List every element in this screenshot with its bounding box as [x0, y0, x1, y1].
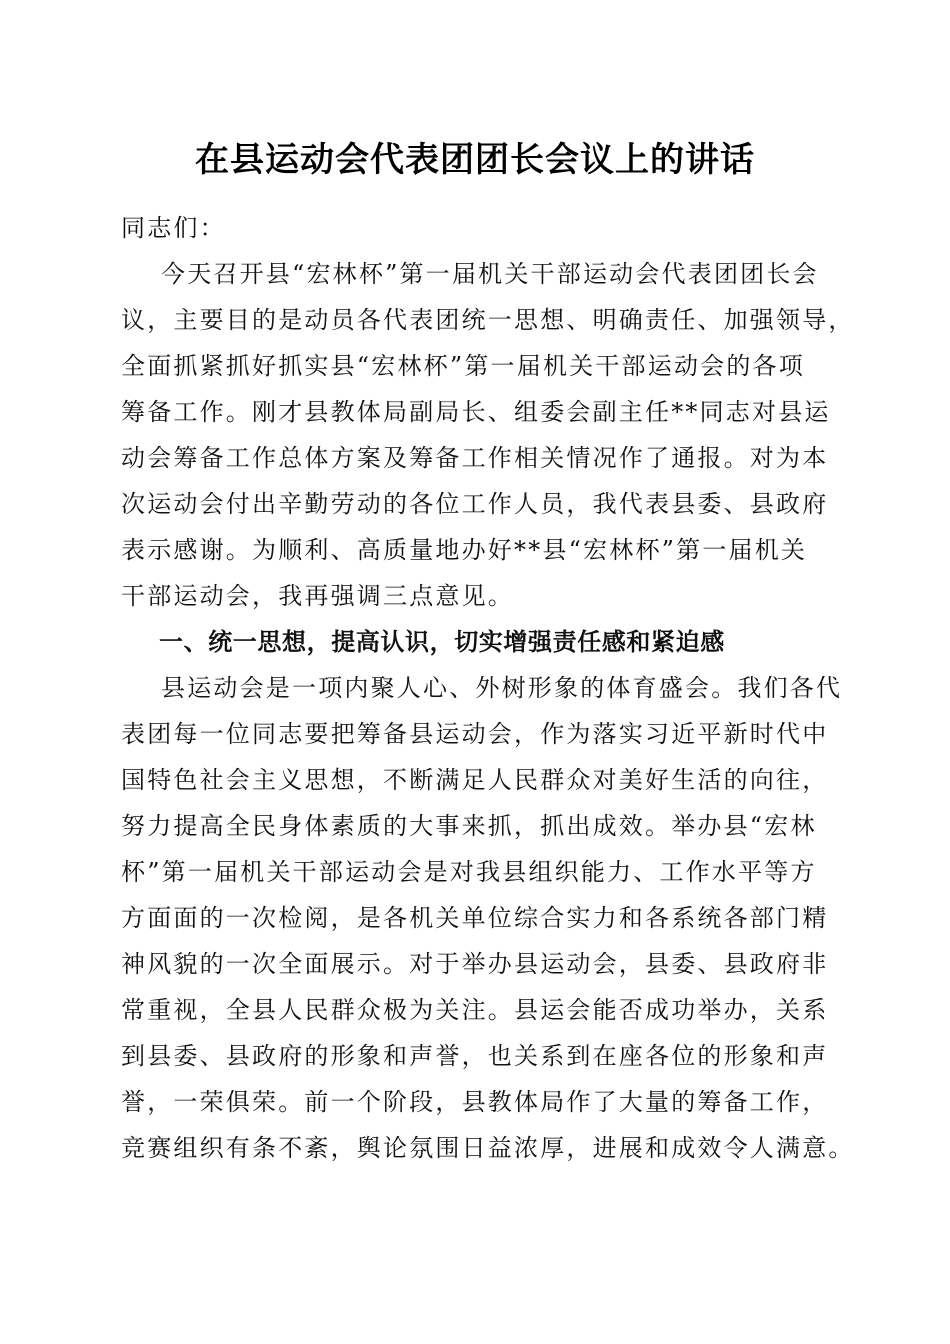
paragraph-line: 杯”第一届机关干部运动会是对我县组织能力、工作水平等方 — [121, 858, 817, 886]
paragraph-line: 次运动会付出辛勤劳动的各位工作人员，我代表县委、县政府 — [121, 490, 829, 518]
paragraph-line: 竞赛组织有条不紊，舆论氛围日益浓厚，进展和成效令人满意。 — [121, 1134, 855, 1162]
paragraph-line: 全面抓紧抓好抓实县“宏林杯”第一届机关干部运动会的各项 — [121, 352, 805, 380]
paragraph-line: 干部运动会，我再强调三点意见。 — [121, 582, 514, 610]
salutation-line: 同志们： — [121, 214, 226, 242]
paragraph-line: 县运动会是一项内聚人心、外树形象的体育盛会。我们各代 — [161, 674, 843, 702]
speech-body — [121, 205, 855, 1171]
paragraph-line: 今天召开县“宏林杯”第一届机关干部运动会代表团团长会 — [161, 260, 819, 288]
paragraph-line: 常重视，全县人民群众极为关注。县运会能否成功举办，关系 — [121, 996, 829, 1024]
paragraph-line: 表示感谢。为顺利、高质量地办好**县“宏林杯”第一届机关 — [121, 536, 808, 564]
paragraph-line: 议，主要目的是动员各代表团统一思想、明确责任、加强领导， — [121, 306, 855, 334]
section-heading: 一、统一思想，提高认识，切实增强责任感和紧迫感 — [159, 628, 725, 656]
paragraph-line: 努力提高全民身体素质的大事来抓，抓出成效。举办县“宏林 — [121, 812, 817, 840]
paragraph-line: 动会筹备工作总体方案及筹备工作相关情况作了通报。对为本 — [121, 444, 829, 472]
paragraph-line: 到县委、县政府的形象和声誉，也关系到在座各位的形象和声 — [121, 1042, 829, 1070]
paragraph-line: 筹备工作。刚才县教体局副局长、组委会副主任**同志对县运 — [121, 398, 831, 426]
paragraph-line: 表团每一位同志要把筹备县运动会，作为落实习近平新时代中 — [121, 720, 829, 748]
paragraph-line: 国特色社会主义思想，不断满足人民群众对美好生活的向往， — [121, 766, 829, 794]
paragraph-line: 誉，一荣俱荣。前一个阶段，县教体局作了大量的筹备工作， — [121, 1088, 829, 1116]
paragraph-line: 神风貌的一次全面展示。对于举办县运动会，县委、县政府非 — [121, 950, 829, 978]
page-title: 在县运动会代表团团长会议上的讲话 — [195, 140, 755, 180]
paragraph-line: 方面面的一次检阅，是各机关单位综合实力和各系统各部门精 — [121, 904, 829, 932]
